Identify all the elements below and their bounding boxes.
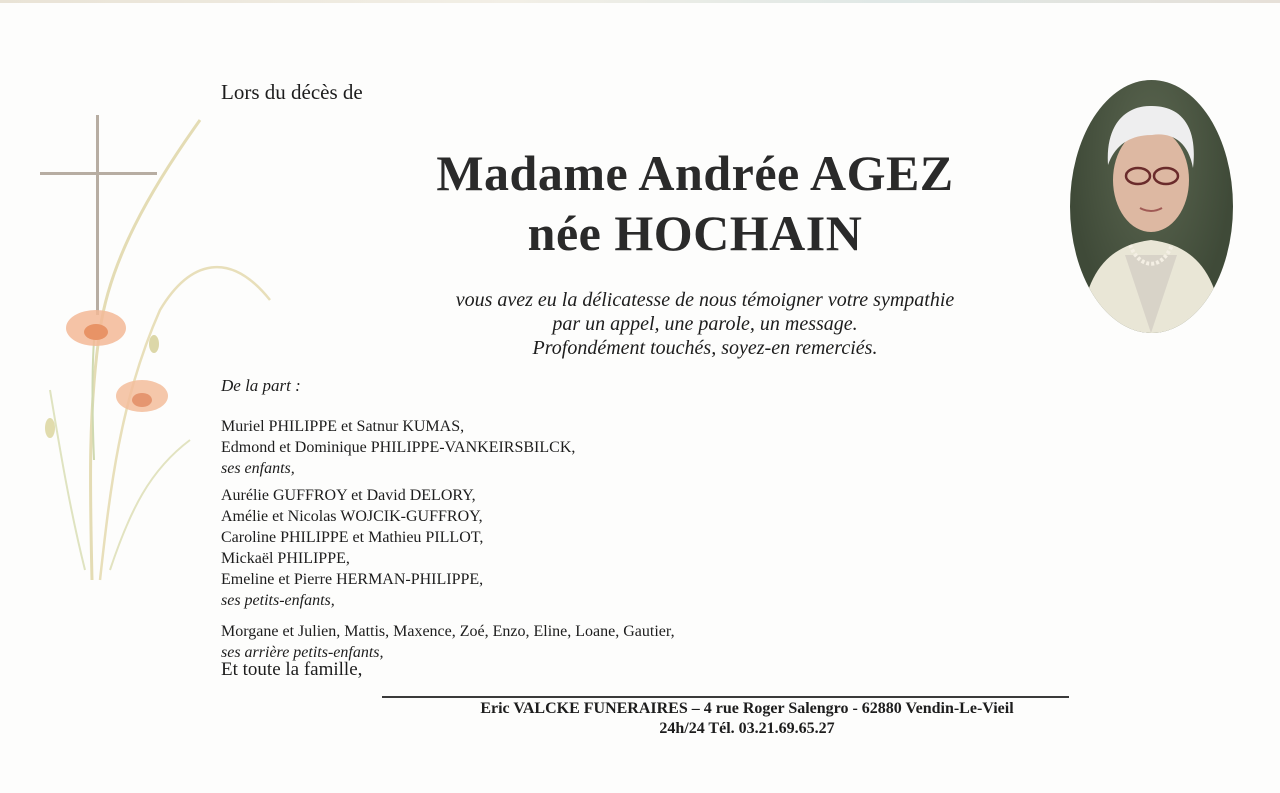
- relation-label: ses arrière petits-enfants,: [221, 644, 384, 661]
- grandchildren-group: [221, 485, 483, 611]
- relation-label: ses petits-enfants,: [221, 592, 335, 609]
- children-group: [221, 416, 575, 479]
- family-member: Morgane et Julien, Mattis, Maxence, Zoé, Enzo, Eline, Loane, Gautier,: [221, 623, 675, 640]
- funeral-home-footer: [382, 699, 1112, 739]
- footer-divider: [382, 696, 1069, 698]
- funeral-home-address: Eric VALCKE FUNERAIRES – 4 rue Roger Salengro - 62880 Vendin-Le-Vieil: [480, 700, 1014, 717]
- family-member: Amélie et Nicolas WOJCIK-GUFFROY,: [221, 508, 483, 525]
- family-member: Mickaël PHILIPPE,: [221, 550, 350, 567]
- message-line: par un appel, une parole, un message.: [552, 313, 858, 335]
- cross-icon: [96, 115, 99, 315]
- family-member: Emeline et Pierre HERMAN-PHILIPPE,: [221, 571, 484, 588]
- whole-family-text: Et toute la famille,: [221, 659, 363, 680]
- great-grandchildren-group: [221, 621, 675, 663]
- from-label: De la part :: [221, 376, 301, 395]
- portrait-photo: [1070, 80, 1233, 333]
- relation-label: ses enfants,: [221, 460, 295, 477]
- family-member: Caroline PHILIPPE et Mathieu PILLOT,: [221, 529, 484, 546]
- scan-edge: [0, 0, 1280, 3]
- family-member: Muriel PHILIPPE et Satnur KUMAS,: [221, 418, 465, 435]
- deceased-name: Madame Andrée AGEZ: [436, 145, 954, 201]
- family-member: Aurélie GUFFROY et David DELORY,: [221, 487, 476, 504]
- deceased-maiden-name: née HOCHAIN: [527, 205, 863, 261]
- intro-text: Lors du décès de: [221, 80, 363, 104]
- message-line: vous avez eu la délicatesse de nous témoigner votre sympathie: [455, 289, 955, 311]
- funeral-home-phone: 24h/24 Tél. 03.21.69.65.27: [659, 720, 835, 737]
- thank-you-message: [380, 288, 1030, 360]
- message-line: Profondément touchés, soyez-en remerciés.: [532, 337, 878, 359]
- family-member: Edmond et Dominique PHILIPPE-VANKEIRSBILCK,: [221, 439, 576, 456]
